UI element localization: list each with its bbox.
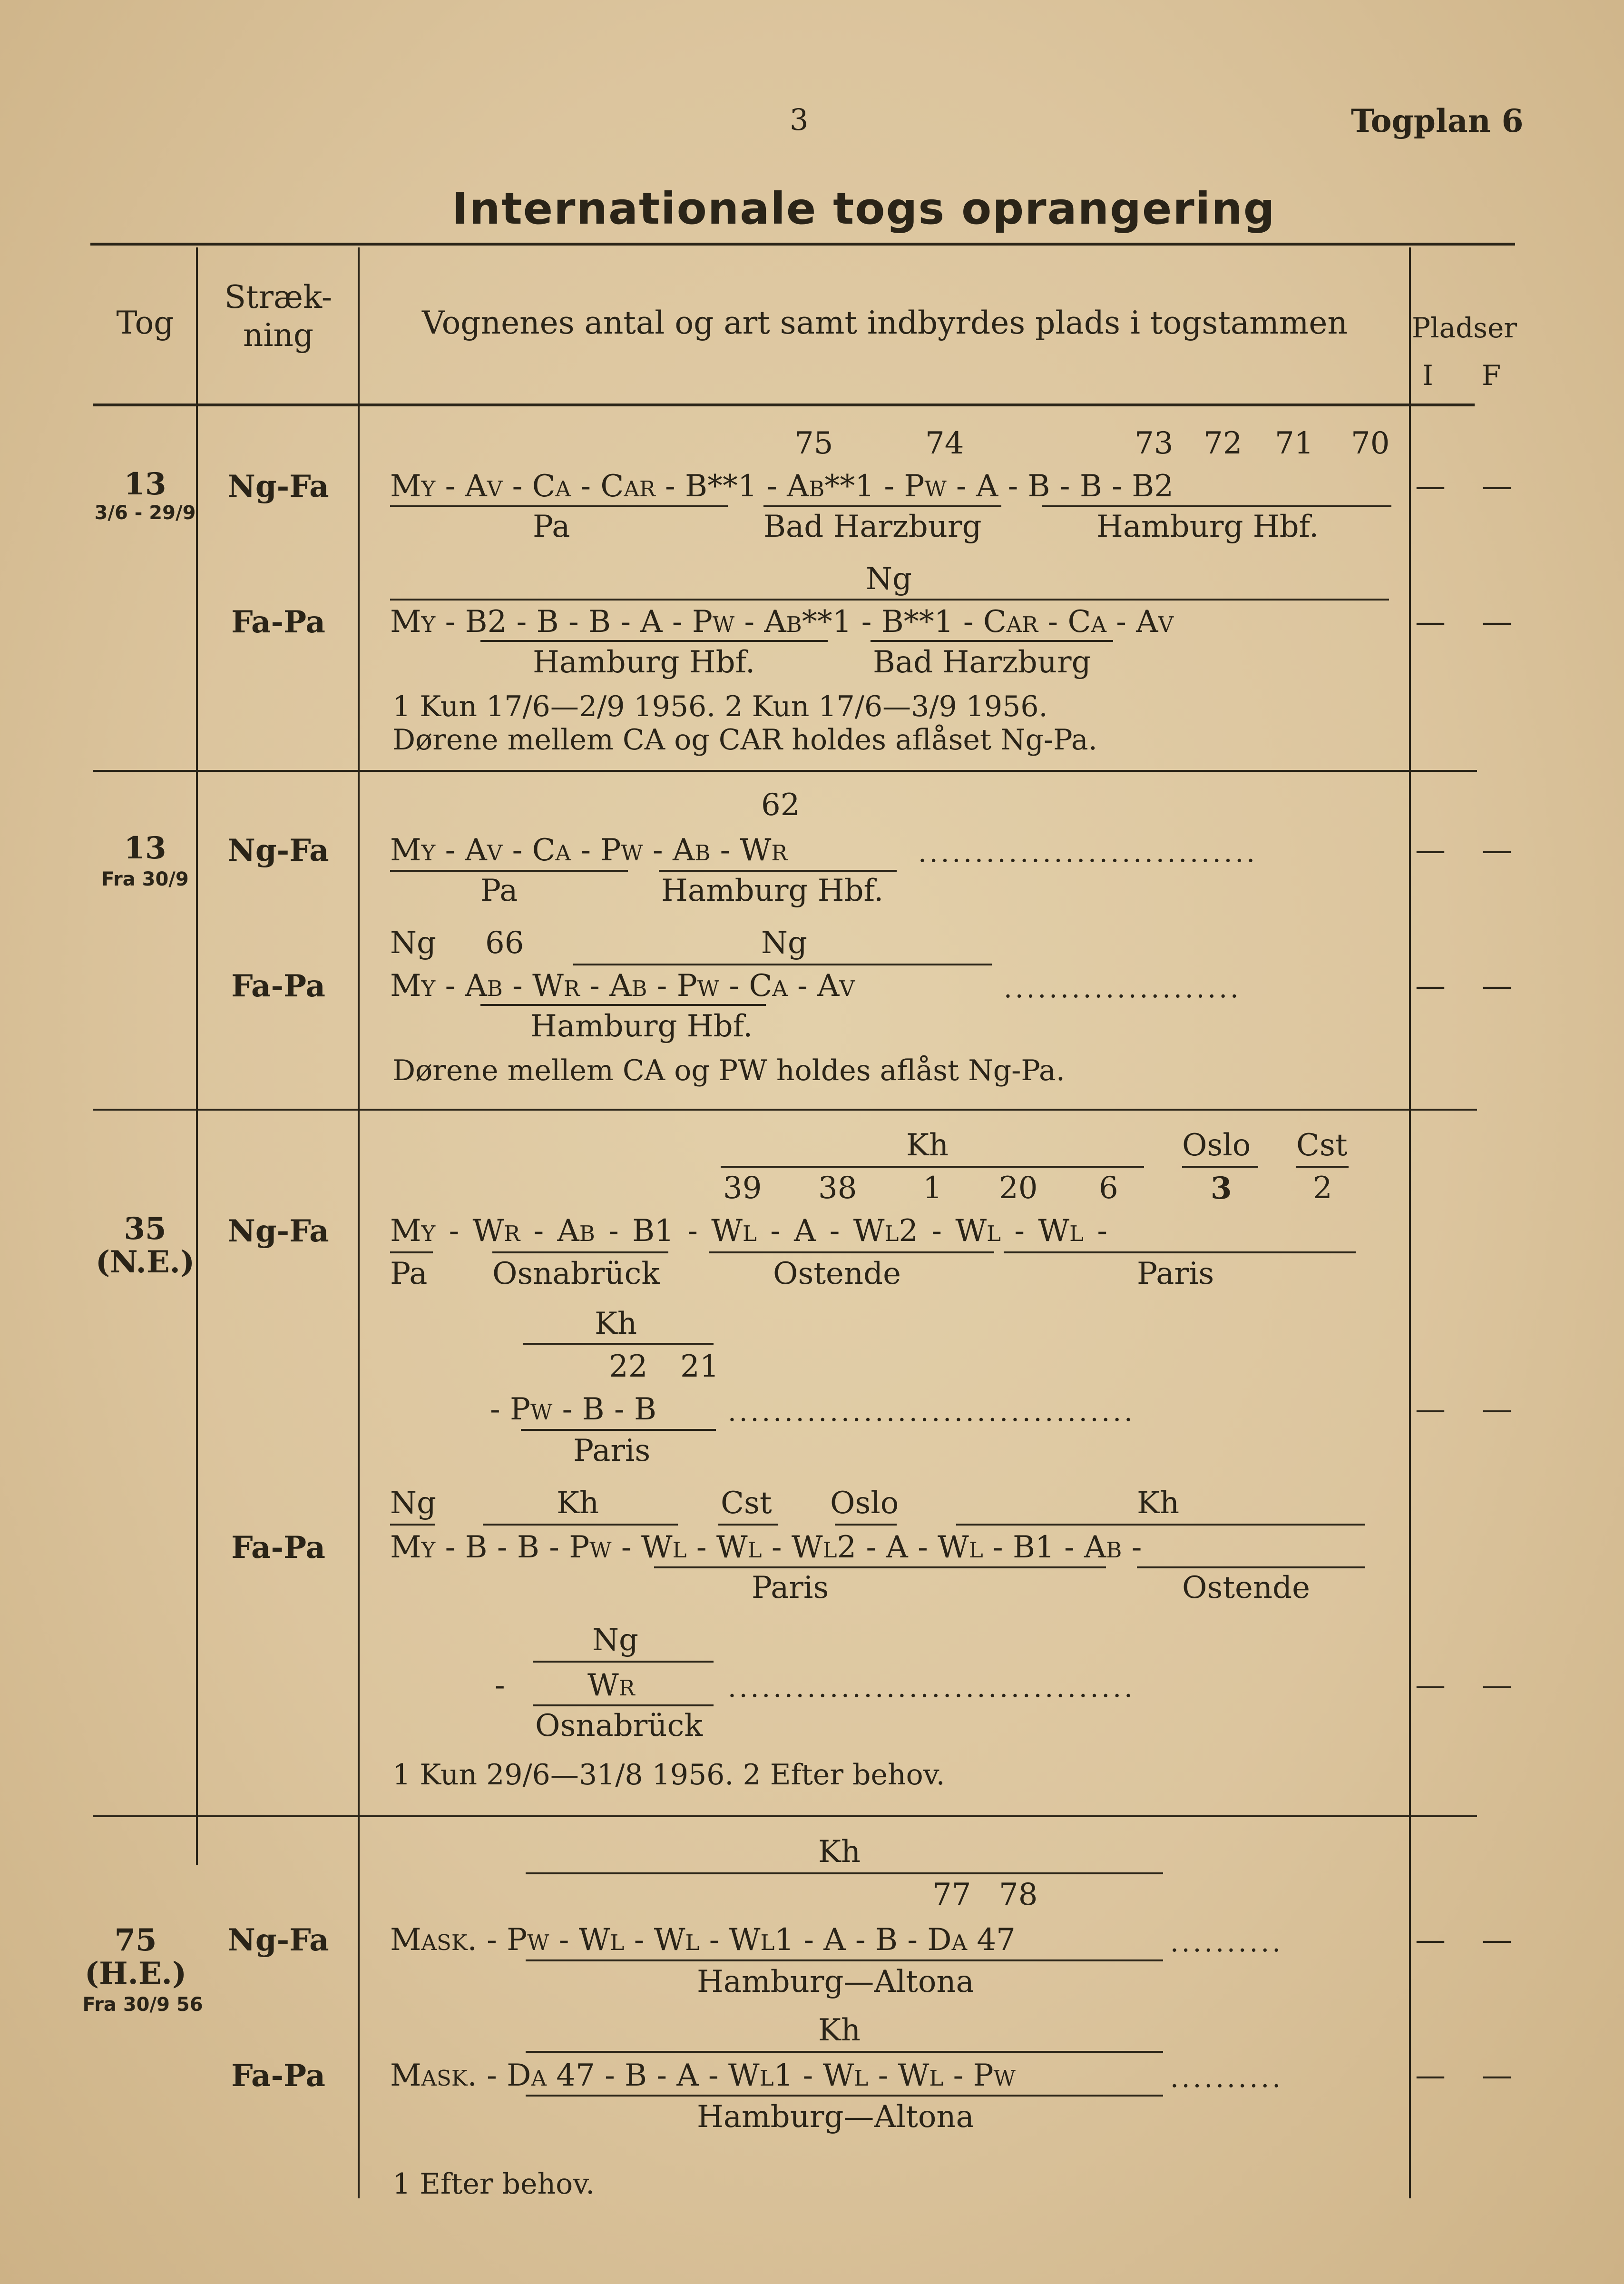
group-bracket [526, 2095, 1163, 2097]
footnote: 1 Kun 29/6—31/8 1956. 2 Efter behov. [392, 1758, 945, 1792]
leader-dots: .......... [1170, 1927, 1284, 1958]
row-separator [93, 1815, 1477, 1817]
car-number: 72 [1203, 426, 1242, 461]
footnote: 1 Kun 17/6—2/9 1956. 2 Kun 17/6—3/9 1956. [392, 690, 1048, 723]
train-composition: My - Ab - Wr - Ab - Pw - Ca - Av [390, 968, 855, 1004]
group-label: Hamburg Hbf. [661, 873, 884, 908]
group-label: Bad Harzburg [873, 645, 1091, 680]
group-bracket [390, 1251, 433, 1253]
group-label: Kh [1137, 1486, 1180, 1521]
group-bracket [871, 640, 1113, 642]
train-composition: My - B2 - B - B - A - Pw - Ab**1 - B**1 - Car - Ca - Av [390, 604, 1174, 640]
group-label: Paris [573, 1433, 651, 1468]
plan-label: Togplan 6 [1351, 102, 1524, 139]
group-bracket [480, 1004, 766, 1006]
car-number: 22 [609, 1349, 648, 1384]
group-bracket [390, 599, 1389, 601]
group-bracket [521, 1429, 716, 1431]
group-label: Hamburg Hbf. [530, 1009, 753, 1044]
leader-dots: ..................... [1004, 973, 1242, 1004]
header-pladser: Pladser [1412, 312, 1517, 344]
group-bracket [654, 1566, 1106, 1568]
col-divider-pladser [1409, 247, 1411, 2198]
seats-first: — [1415, 2058, 1446, 2093]
tog-period: (N.E.) [95, 1244, 195, 1280]
group-bracket [492, 1251, 668, 1253]
page-title: Internationale togs oprangering [452, 183, 1276, 234]
car-number: 21 [680, 1349, 719, 1384]
group-bracket [483, 1524, 678, 1526]
group-bracket [718, 1524, 778, 1526]
car-number: 78 [999, 1877, 1038, 1912]
seats-second: — [1482, 1922, 1512, 1958]
group-label: Ng [866, 561, 912, 597]
group-label: Osnabrück [492, 1256, 660, 1291]
leader-dots: .............................. [918, 837, 1258, 868]
group-label: Paris [1137, 1256, 1214, 1291]
car-number: 62 [761, 788, 800, 823]
group-bracket [1042, 505, 1391, 507]
group-bracket [721, 1166, 1144, 1168]
seats-second: — [1482, 604, 1512, 640]
leader-dots: .................................... [728, 1397, 1135, 1428]
group-bracket [1296, 1166, 1349, 1168]
group-label: Pa [480, 873, 518, 908]
group-bracket [523, 1343, 714, 1345]
seats-first: — [1415, 968, 1446, 1004]
train-composition: My - Av - Ca - Pw - Ab - Wr [390, 833, 788, 868]
group-label: Kh [595, 1306, 637, 1341]
train-composition: My - Av - Ca - Car - B**1 - Ab**1 - Pw - A - B - B - B2 [390, 469, 1174, 504]
car-number: 74 [925, 426, 964, 461]
group-bracket [1137, 1566, 1365, 1568]
car-number: 2 [1313, 1171, 1332, 1206]
route-label: Fa-Pa [231, 968, 325, 1004]
header-pladser-i: I [1422, 359, 1433, 392]
train-composition: My - Wr - Ab - B1 - Wl - A - Wl2 - Wl - Wl - [390, 1213, 1108, 1249]
seats-first: — [1415, 604, 1446, 640]
group-label: Ng [390, 1486, 436, 1521]
tog-number: 13 [124, 830, 166, 866]
tog-number: 13 [124, 466, 166, 502]
car-number: 70 [1351, 426, 1390, 461]
group-label: Ng [592, 1623, 638, 1658]
group-label: Pa [390, 1256, 428, 1291]
group-label: Oslo [830, 1486, 899, 1521]
group-bracket [1182, 1166, 1258, 1168]
seats-first: — [1415, 469, 1446, 504]
seats-second: — [1482, 1668, 1512, 1703]
group-bracket [1004, 1251, 1356, 1253]
table-top-rule [90, 243, 1515, 246]
group-label: Hamburg Hbf. [1096, 509, 1319, 544]
row-separator [93, 1109, 1477, 1111]
seats-first: — [1415, 833, 1446, 868]
group-bracket [526, 1959, 1163, 1961]
group-bracket [956, 1524, 1365, 1526]
group-label: Oslo [1182, 1128, 1251, 1163]
seats-first: — [1415, 1922, 1446, 1958]
car-number: 73 [1135, 426, 1174, 461]
group-label: Bad Harzburg [763, 509, 982, 544]
car-number: 77 [932, 1877, 971, 1912]
group-label: Kh [818, 1834, 861, 1870]
group-bracket [526, 1872, 1163, 1874]
group-bracket [763, 505, 1001, 507]
header-straekning: Stræk- ning [224, 279, 333, 354]
group-label: Hamburg—Altona [697, 1964, 974, 1999]
car-number: 39 [723, 1171, 762, 1206]
group-label: Kh [818, 2013, 861, 2048]
train-composition: Mask. - Da 47 - B - A - Wl1 - Wl - Wl - Pw [390, 2058, 1016, 2093]
footnote: 1 Efter behov. [392, 2167, 595, 2201]
group-bracket [533, 1661, 714, 1663]
group-bracket [390, 505, 728, 507]
route-label: Ng-Fa [227, 1922, 329, 1958]
train-composition: Mask. - Pw - Wl - Wl - Wl1 - A - B - Da 47 [390, 1922, 1016, 1958]
train-composition: Wr [587, 1668, 635, 1703]
tog-period: 3/6 - 29/9 [94, 502, 196, 524]
route-label: Fa-Pa [231, 2058, 325, 2094]
seats-second: — [1482, 2058, 1512, 2093]
group-bracket [390, 870, 628, 872]
seats-second: — [1482, 469, 1512, 504]
row-separator [93, 770, 1477, 772]
group-bracket [526, 2051, 1163, 2053]
group-label: Pa [533, 509, 570, 544]
route-label: Ng-Fa [227, 1213, 329, 1249]
group-label: Hamburg—Altona [697, 2099, 974, 2135]
group-label: Ostende [773, 1256, 901, 1291]
page-number: 3 [790, 102, 809, 137]
car-number: 1 [923, 1171, 942, 1206]
tog-period: (H.E.) [84, 1956, 187, 1991]
leader-dots: .......... [1170, 2063, 1284, 2094]
group-label: Hamburg Hbf. [533, 645, 755, 680]
group-label: Kh [557, 1486, 599, 1521]
route-label: Ng-Fa [227, 469, 329, 504]
group-label: Ostende [1182, 1570, 1310, 1605]
header-pladser-f: F [1482, 359, 1501, 392]
train-composition: My - B - B - Pw - Wl - Wl - Wl2 - A - Wl - B1 - Ab - [390, 1530, 1142, 1565]
seats-first: — [1415, 1392, 1446, 1427]
tog-period: Fra 30/9 [101, 868, 189, 890]
train-composition: - Pw - B - B [490, 1392, 656, 1427]
group-label: Ng [761, 925, 807, 961]
group-bracket [659, 870, 897, 872]
car-number: 66 [485, 925, 524, 961]
group-bracket [709, 1251, 994, 1253]
group-label: Kh [906, 1128, 949, 1163]
dash-separator: - [495, 1668, 505, 1703]
tog-number: 35 [124, 1211, 166, 1247]
seats-second: — [1482, 1392, 1512, 1427]
seats-second: — [1482, 968, 1512, 1004]
header-bottom-rule [93, 404, 1475, 406]
group-bracket [390, 1524, 435, 1526]
route-label: Fa-Pa [231, 1530, 325, 1565]
tog-period: Fra 30/9 56 [82, 1994, 203, 2016]
header-vogne: Vognenes antal og art samt indbyrdes plads i togstammen [421, 305, 1348, 341]
footnote: Dørene mellem CA og PW holdes aflåst Ng-Pa. [392, 1054, 1065, 1087]
seats-second: — [1482, 833, 1512, 868]
route-label: Fa-Pa [231, 604, 325, 640]
footnote: Dørene mellem CA og CAR holdes aflåset Ng-Pa. [392, 723, 1097, 757]
group-label: Cst [1296, 1128, 1348, 1163]
group-label: Cst [721, 1486, 772, 1521]
route-label: Ng-Fa [227, 833, 329, 868]
tog-number: 75 [114, 1922, 157, 1958]
seats-first: — [1415, 1668, 1446, 1703]
group-bracket [480, 640, 828, 642]
group-label: Ng [390, 925, 436, 961]
car-number: 6 [1099, 1171, 1118, 1206]
group-label: Osnabrück [535, 1708, 703, 1743]
car-number: 3 [1211, 1171, 1232, 1206]
group-label: Paris [752, 1570, 829, 1605]
car-number: 75 [794, 426, 833, 461]
car-number: 38 [818, 1171, 857, 1206]
group-bracket [835, 1524, 897, 1526]
leader-dots: .................................... [728, 1673, 1135, 1703]
group-bracket [533, 1704, 714, 1706]
header-tog: Tog [116, 305, 174, 341]
car-number: 71 [1275, 426, 1314, 461]
car-number: 20 [999, 1171, 1038, 1206]
group-bracket [573, 964, 992, 965]
